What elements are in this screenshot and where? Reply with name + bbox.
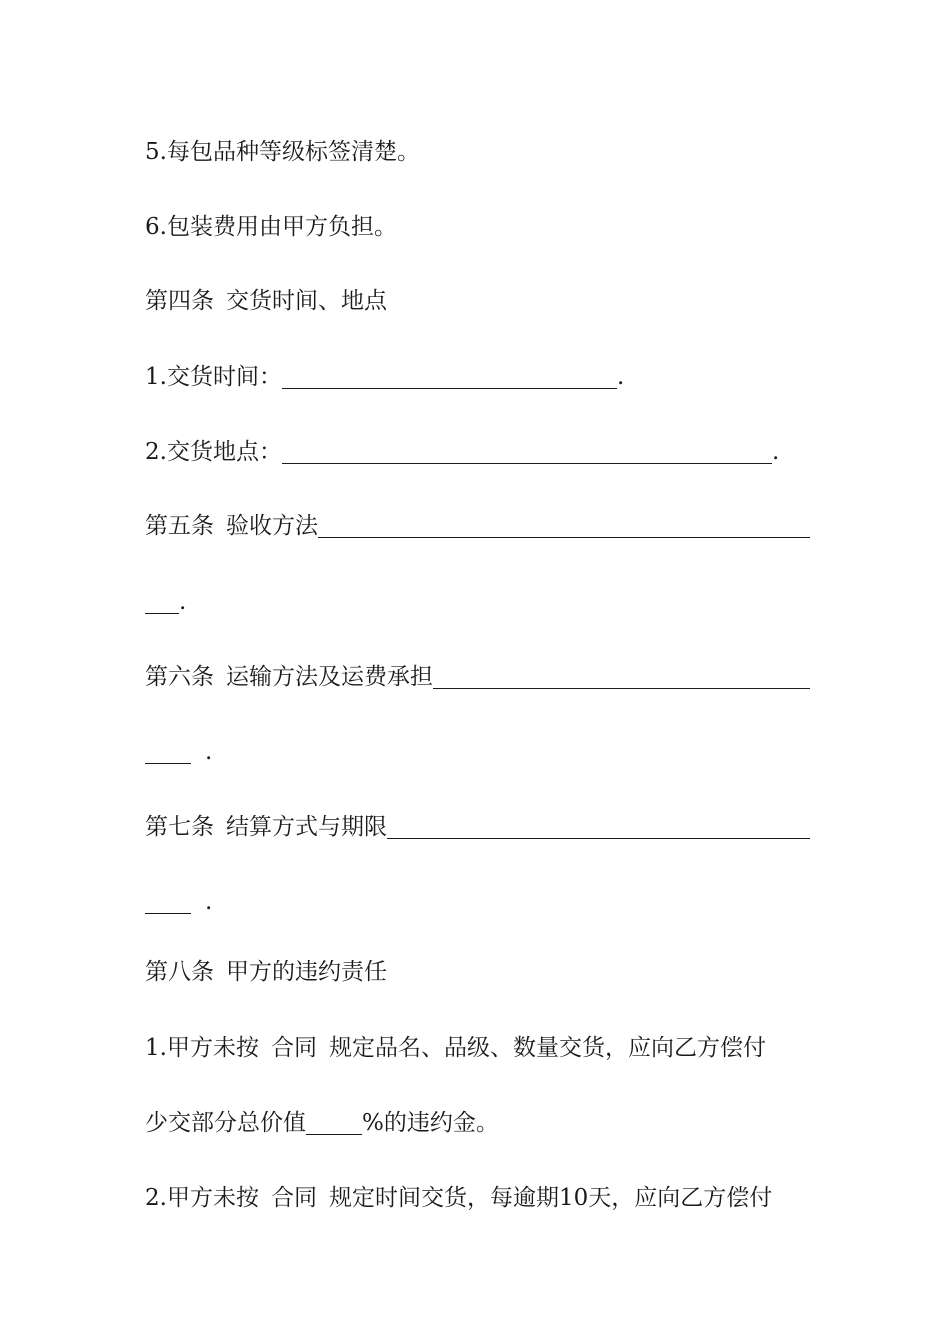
delivery-time-line	[145, 360, 810, 394]
field-label: 2.交货地点：	[145, 439, 282, 465]
paragraph-text: 少交部分总价值	[145, 1110, 306, 1136]
article-number: 第六条	[145, 664, 214, 690]
inspection-method-continuation	[145, 585, 810, 619]
settlement-method-continuation	[145, 885, 810, 919]
article-number: 第七条	[145, 814, 214, 840]
field-label: 1.交货时间：	[145, 364, 282, 390]
article-title: 结算方式与期限	[226, 814, 387, 840]
article-title: 验收方法	[226, 513, 318, 539]
contract-link[interactable]: 合同	[270, 1035, 317, 1061]
settlement-method-blank-cont[interactable]	[145, 893, 191, 914]
paragraph-packaging-cost	[145, 210, 810, 244]
delivery-time-blank[interactable]	[282, 368, 617, 389]
article-title: 交货时间、地点	[226, 288, 387, 314]
article-title: 甲方的违约责任	[226, 959, 387, 985]
paragraph-text: 5.每包品种等级标签清楚。	[145, 139, 420, 165]
article-7-heading	[145, 810, 810, 844]
article-number: 第五条	[145, 513, 214, 539]
paragraph-packaging-label	[145, 135, 810, 169]
transport-method-blank[interactable]	[433, 668, 810, 689]
line-end-mark: .	[205, 739, 213, 765]
paragraph-text: 2.甲方未按	[145, 1185, 259, 1211]
delivery-place-line	[145, 435, 810, 469]
breach-clause-2	[145, 1181, 810, 1215]
delivery-place-blank[interactable]	[282, 443, 772, 464]
paragraph-text: %的违约金。	[362, 1110, 499, 1136]
line-end-mark: .	[616, 364, 625, 390]
penalty-percent-blank[interactable]	[306, 1114, 362, 1135]
contract-link[interactable]: 合同	[270, 1185, 317, 1211]
article-title: 运输方法及运费承担	[226, 664, 433, 690]
settlement-method-blank[interactable]	[387, 818, 810, 839]
breach-clause-1-continuation	[145, 1106, 810, 1140]
article-number: 第四条	[145, 288, 214, 314]
article-8-heading	[145, 955, 810, 989]
inspection-method-blank-cont[interactable]	[145, 593, 179, 614]
breach-clause-1	[145, 1031, 810, 1065]
article-number: 第八条	[145, 959, 214, 985]
transport-method-continuation	[145, 735, 810, 769]
paragraph-text: 1.甲方未按	[145, 1035, 259, 1061]
paragraph-text: 规定时间交货，每逾期10天，应向乙方偿付	[328, 1185, 773, 1211]
line-end-mark: .	[179, 589, 187, 615]
line-end-mark: .	[205, 889, 213, 915]
article-6-heading	[145, 660, 810, 694]
line-end-mark: .	[771, 439, 780, 465]
transport-method-blank-cont[interactable]	[145, 743, 191, 764]
article-5-heading	[145, 509, 810, 543]
article-4-heading	[145, 284, 810, 318]
paragraph-text: 规定品名、品级、数量交货，应向乙方偿付	[328, 1035, 766, 1061]
paragraph-text: 6.包装费用由甲方负担。	[145, 214, 397, 240]
inspection-method-blank[interactable]	[318, 517, 810, 538]
